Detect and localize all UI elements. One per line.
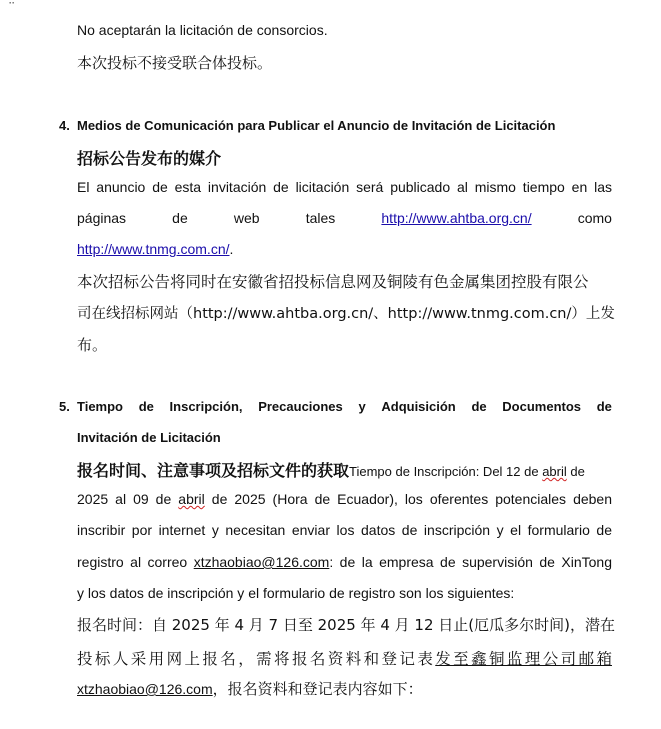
text: Tiempo de Inscripción: Del 12 de [349, 464, 543, 479]
section-4-para-es-line3 [77, 241, 233, 257]
section-5-line4 [77, 554, 612, 570]
word: Precauciones [258, 399, 343, 414]
section-5-zh-line1: 报名时间：自 2025 年 4 月 7 日至 2025 年 4 月 12 日止(厄瓜多尔时间)，潜在 [77, 616, 615, 634]
section-4-para-zh-line3: 布。 [77, 336, 108, 354]
word: tales [305, 210, 336, 226]
word: web [233, 210, 260, 226]
section-4-title-zh: 招标公告发布的媒介 [77, 149, 222, 168]
word: de [596, 399, 612, 414]
section-5-line2 [77, 491, 612, 507]
word: y [358, 399, 366, 414]
text: registro al correo [77, 554, 194, 570]
corner-mark: ⠒ [8, 0, 17, 10]
word: Documentos [502, 399, 582, 414]
section-4-para-zh-line2: 司在线招标网站（http://www.ahtba.org.cn/、http://www.tnmg.com.cn/）上发 [77, 306, 615, 322]
text: ，报名资料和登记表内容如下： [212, 680, 423, 698]
word: Tiempo [77, 399, 123, 414]
word: Adquisición [381, 399, 456, 414]
word: de [471, 399, 487, 414]
section-4-para-es-line1: El anuncio de esta invitación de licitación será publicado al mismo tiempo en las [77, 179, 612, 195]
intro-text-es: No aceptarán la licitación de consorcios. [77, 22, 328, 38]
period: . [229, 241, 234, 257]
email-link[interactable]: xtzhaobiao@126.com [193, 554, 330, 570]
underlined-text: 发至鑫铜监理公司邮箱 [435, 650, 612, 668]
word: páginas [77, 210, 127, 226]
word: de [172, 210, 188, 226]
link-tnmg[interactable]: http://www.tnmg.com.cn/ [77, 241, 230, 257]
word: como [577, 210, 612, 226]
section-4-para-es-line2 [77, 210, 612, 226]
section-5-title-zh: 报名时间、注意事项及招标文件的获取 [77, 461, 350, 480]
section-4-title-es: Medios de Comunicación para Publicar el Anuncio de Invitación de Licitación [77, 118, 556, 133]
section-5-zh-line2 [77, 647, 612, 669]
section-5-zh-line3 [77, 678, 423, 699]
section-5-line3: inscribir por internet y necesitan enviar los datos de inscripción y el formulario de [77, 522, 612, 538]
intro-text-zh: 本次投标不接受联合体投标。 [77, 54, 273, 72]
section-5-number: 5. [59, 399, 70, 414]
section-4-para-zh-line1: 本次招标公告将同时在安徽省招投标信息网及铜陵有色金属集团控股有限公 [77, 273, 589, 291]
word-abril: abril [542, 464, 567, 479]
section-4-number: 4. [59, 118, 70, 133]
text: de [566, 464, 585, 479]
email-text: xtzhaobiao@126.com [77, 681, 213, 697]
text: de 2025 (Hora de Ecuador), los oferentes potenciales deben [204, 491, 613, 507]
word: Inscripción, [169, 399, 243, 414]
section-5-line5: y los datos de inscripción y el formulario de registro son los siguientes: [77, 585, 515, 601]
text: : de la empresa de supervisión de XinTong [329, 554, 612, 570]
word: de [138, 399, 154, 414]
link-ahtba[interactable]: http://www.ahtba.org.cn/ [381, 210, 532, 226]
text: 2025 al 09 de [77, 491, 179, 507]
text: 投标人采用网上报名，需将报名资料和登记表 [77, 650, 436, 668]
section-5-title-es-line1 [77, 399, 612, 414]
section-5-title-es-line2: Invitación de Licitación [77, 430, 221, 445]
word-abril: abril [178, 491, 205, 507]
section-5-line1 [77, 458, 585, 481]
